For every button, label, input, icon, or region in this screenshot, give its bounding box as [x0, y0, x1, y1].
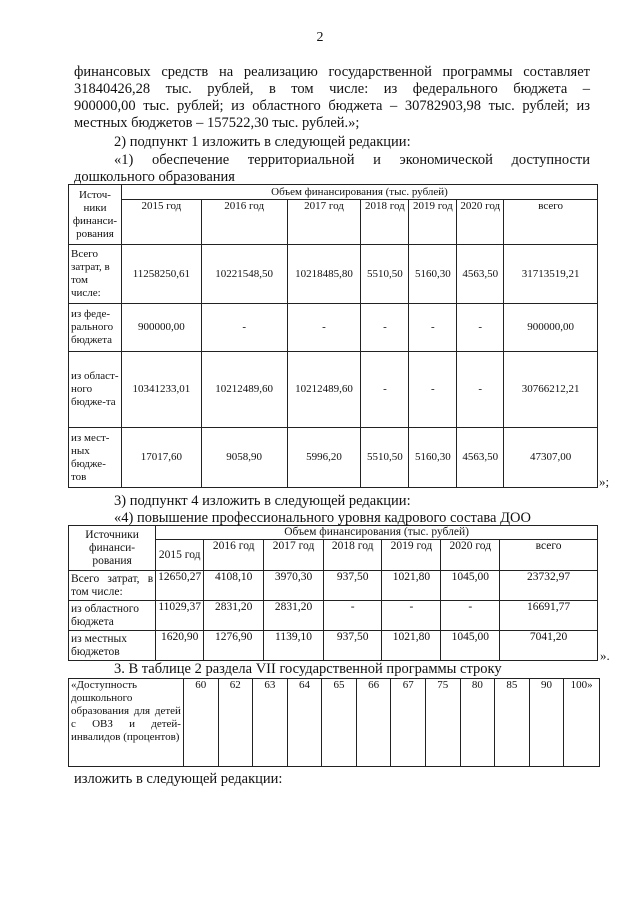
year-header: 2015 год — [121, 200, 201, 245]
table-cell: 62 — [218, 679, 253, 767]
table-cell: 63 — [253, 679, 288, 767]
table-row — [69, 352, 598, 428]
table-cell: - — [409, 304, 457, 352]
table-row — [69, 428, 598, 488]
table-cell: - — [409, 352, 457, 428]
table-cell: 937,50 — [323, 571, 382, 601]
table-cell: 1045,00 — [441, 631, 500, 661]
row-label: из област-ного бюдже-та — [69, 352, 122, 428]
table-cell: 5510,50 — [361, 245, 409, 304]
table-row — [69, 304, 598, 352]
volume-header: Объем финансирования (тыс. рублей) — [121, 185, 597, 200]
table-cell: 1045,00 — [441, 571, 500, 601]
table-cell: 65 — [322, 679, 357, 767]
table-cell: 5996,20 — [287, 428, 361, 488]
table-cell: 100» — [564, 679, 600, 767]
source-header: Источники финанси-рования — [69, 526, 156, 571]
table-cell: 10221548,50 — [201, 245, 287, 304]
table-row — [69, 631, 598, 661]
item2-quote-line-2: дошкольного образования — [74, 169, 235, 185]
table-cell: 1021,80 — [382, 631, 441, 661]
table-row — [69, 571, 598, 601]
table-cell: 67 — [391, 679, 426, 767]
table-cell: 60 — [183, 679, 218, 767]
table-cell: 4563,50 — [457, 245, 504, 304]
table-cell: - — [287, 304, 361, 352]
table-cell: 4108,10 — [204, 571, 264, 601]
table-cell: 1021,80 — [382, 571, 441, 601]
table-cell: - — [361, 304, 409, 352]
row-label: Всего затрат, в том числе: — [69, 571, 156, 601]
table-cell: 5510,50 — [361, 428, 409, 488]
indicator-table — [68, 678, 600, 767]
table-cell: - — [361, 352, 409, 428]
total-header: всего — [500, 540, 598, 571]
total-header: всего — [504, 200, 598, 245]
table-cell: 2831,20 — [204, 601, 264, 631]
table-cell: - — [382, 601, 441, 631]
table-cell: - — [323, 601, 382, 631]
table-cell: - — [457, 304, 504, 352]
table-cell: 80 — [460, 679, 495, 767]
year-header: 2017 год — [264, 540, 324, 571]
intro-line-4: местных бюджетов – 157522,30 тыс. рублей.»; — [74, 115, 360, 131]
row-label: из областного бюджета — [69, 601, 156, 631]
table-cell: - — [441, 601, 500, 631]
row-label: Всего затрат, в том числе: — [69, 245, 122, 304]
table-cell: 10218485,80 — [287, 245, 361, 304]
table-cell: 1139,10 — [264, 631, 324, 661]
table-cell: 85 — [495, 679, 530, 767]
table-row — [69, 245, 598, 304]
table-cell: 23732,97 — [500, 571, 598, 601]
table-cell: 5160,30 — [409, 245, 457, 304]
year-header: 2019 год — [409, 200, 457, 245]
intro-line-2: 31840426,28 тыс. рублей, в том числе: из федерального бюджета – — [74, 81, 590, 97]
table-cell: 10341233,01 — [121, 352, 201, 428]
item2-quote-line-1: «1) обеспечение территориальной и экономической доступности — [114, 152, 590, 168]
table-cell: 4563,50 — [457, 428, 504, 488]
table-cell: 5160,30 — [409, 428, 457, 488]
table-cell: 10212489,60 — [201, 352, 287, 428]
table-cell: 1276,90 — [204, 631, 264, 661]
table1-closing-quote: »; — [599, 474, 610, 489]
table-cell: 66 — [356, 679, 391, 767]
item3-quote: «4) повышение профессионального уровня кадрового состава ДОО — [114, 510, 531, 526]
page-number: 2 — [316, 30, 324, 45]
year-header: 2020 год — [457, 200, 504, 245]
table-cell: 30766212,21 — [504, 352, 598, 428]
table-row — [69, 679, 600, 767]
table-cell: 75 — [425, 679, 460, 767]
row-label: из феде-рального бюджета — [69, 304, 122, 352]
table-cell: 11258250,61 — [121, 245, 201, 304]
table-cell: 1620,90 — [156, 631, 204, 661]
table-cell: 900000,00 — [121, 304, 201, 352]
table-cell: 3970,30 — [264, 571, 324, 601]
table-cell: 11029,37 — [156, 601, 204, 631]
table-cell: 12650,27 — [156, 571, 204, 601]
year-header: 2020 год — [441, 540, 500, 571]
table-cell: 64 — [287, 679, 322, 767]
table-cell: - — [201, 304, 287, 352]
table-row — [69, 601, 598, 631]
table-cell: 16691,77 — [500, 601, 598, 631]
year-header: 2019 год — [382, 540, 441, 571]
intro-line-3: 900000,00 тыс. рублей; из областного бюджета – 30782903,98 тыс. рублей; из — [74, 98, 590, 114]
year-header: 2016 год — [201, 200, 287, 245]
row-label: из местных бюджетов — [69, 631, 156, 661]
section3-text: 3. В таблице 2 раздела VII государственной программы строку — [114, 661, 502, 677]
year-header: 2017 год — [287, 200, 361, 245]
indicator-label: «Доступность дошкольного образования для детей с ОВЗ и детей-инвалидов (процентов) — [69, 679, 184, 767]
outro-text: изложить в следующей редакции: — [74, 771, 283, 787]
table-cell: 900000,00 — [504, 304, 598, 352]
year-header: 2016 год — [204, 540, 264, 571]
table-cell: 17017,60 — [121, 428, 201, 488]
year-header: 2018 год — [323, 540, 382, 571]
intro-line-1: финансовых средств на реализацию государственной программы составляет — [74, 64, 590, 80]
item2-heading: 2) подпункт 1 изложить в следующей редакции: — [114, 134, 411, 150]
table-cell: 90 — [529, 679, 564, 767]
table-cell: - — [457, 352, 504, 428]
table-cell: 7041,20 — [500, 631, 598, 661]
table-cell: 9058,90 — [201, 428, 287, 488]
volume-header: Объем финансирования (тыс. рублей) — [156, 526, 598, 540]
source-header: Источ-ники финанси-рования — [69, 185, 122, 245]
item3-heading: 3) подпункт 4 изложить в следующей редакции: — [114, 493, 411, 509]
table-cell: 10212489,60 — [287, 352, 361, 428]
year-header: 2015 год — [156, 540, 204, 571]
financing-table-2 — [68, 525, 598, 661]
financing-table-1 — [68, 184, 598, 488]
table-cell: 2831,20 — [264, 601, 324, 631]
year-header: 2018 год — [361, 200, 409, 245]
table2-closing-quote: ». — [600, 648, 610, 663]
table-cell: 31713519,21 — [504, 245, 598, 304]
table-cell: 937,50 — [323, 631, 382, 661]
table-cell: 47307,00 — [504, 428, 598, 488]
row-label: из мест-ных бюдже-тов — [69, 428, 122, 488]
